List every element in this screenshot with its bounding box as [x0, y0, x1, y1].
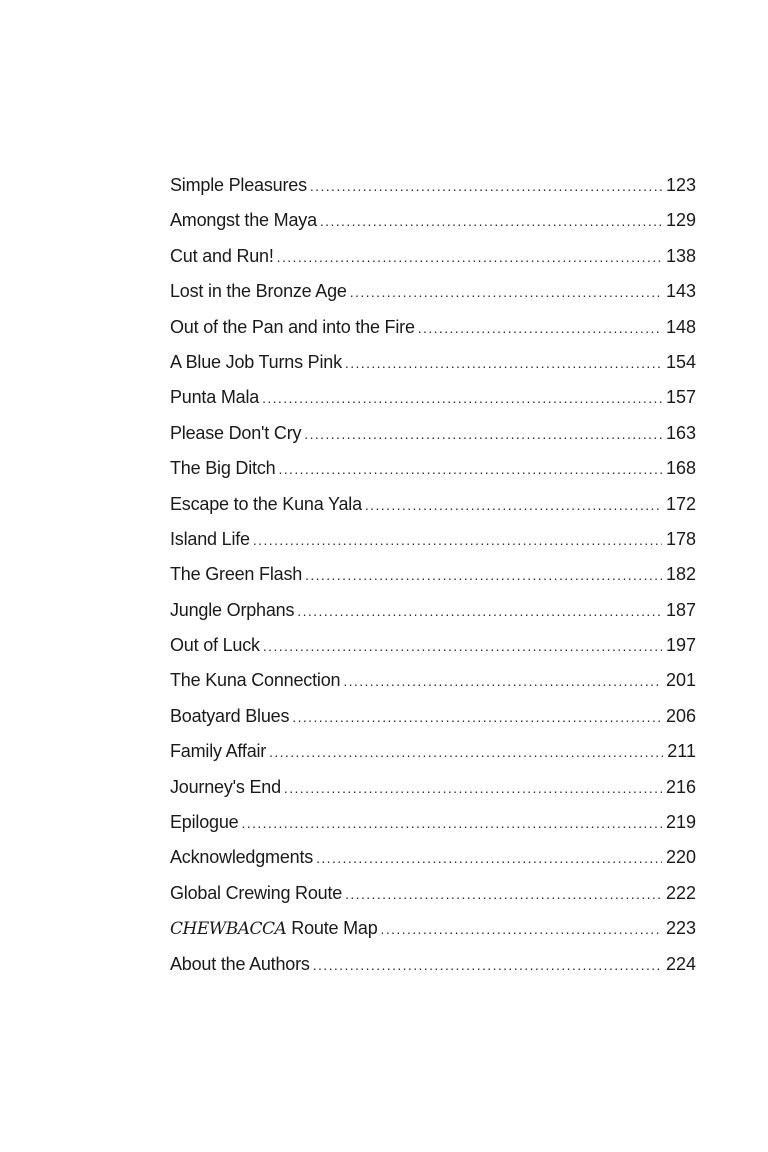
entry-title: Boatyard Blues — [170, 705, 290, 726]
toc-entry — [170, 487, 696, 522]
dot-leader — [345, 877, 662, 911]
entry-title: Epilogue — [170, 812, 239, 833]
page-number: 172 — [665, 493, 696, 514]
dot-leader — [262, 381, 662, 415]
toc-entry — [170, 840, 696, 875]
page-number: 187 — [665, 599, 696, 620]
toc-entry — [170, 345, 696, 380]
page-number: 178 — [665, 528, 696, 549]
page-number: 224 — [665, 953, 696, 974]
dot-leader — [365, 488, 662, 522]
dot-leader — [350, 275, 662, 309]
dot-leader — [297, 594, 662, 628]
page-number: 222 — [665, 882, 696, 903]
entry-title: Simple Pleasures — [170, 175, 307, 195]
page-number: 211 — [667, 741, 696, 762]
toc-entry — [170, 628, 696, 663]
entry-title: About the Authors — [170, 953, 310, 974]
toc-entry — [170, 876, 696, 911]
page-number: 201 — [665, 670, 696, 691]
entry-title: Please Don't Cry — [170, 422, 302, 443]
page-number: 168 — [665, 458, 696, 479]
entry-title: The Kuna Connection — [170, 670, 341, 691]
dot-leader — [284, 771, 662, 805]
toc-entry — [170, 416, 696, 451]
toc-entry — [170, 380, 696, 415]
page-number: 163 — [665, 422, 696, 443]
entry-title: Amongst the Maya — [170, 210, 317, 231]
entry-title: Cut and Run! — [170, 245, 274, 266]
page-number: 154 — [665, 351, 696, 372]
entry-title: A Blue Job Turns Pink — [170, 351, 342, 372]
toc-entry — [170, 310, 696, 345]
toc-entry — [170, 663, 696, 698]
entry-title: The Big Ditch — [170, 458, 276, 479]
dot-leader — [345, 346, 662, 380]
dot-leader — [305, 558, 662, 592]
dot-leader — [320, 204, 662, 238]
entry-title: Journey's End — [170, 776, 281, 797]
page-number: 143 — [665, 281, 696, 302]
dot-leader — [277, 240, 662, 274]
toc-entry — [170, 770, 696, 805]
toc-entry — [170, 203, 696, 238]
page-number: 223 — [665, 918, 696, 939]
table-of-contents — [170, 168, 696, 982]
entry-title: Jungle Orphans — [170, 599, 295, 620]
entry-title: Acknowledgments — [170, 847, 314, 868]
toc-entry — [170, 947, 696, 982]
entry-title: Lost in the Bronze Age — [170, 281, 347, 302]
page-number: 206 — [665, 705, 696, 726]
dot-leader — [292, 700, 662, 734]
toc-entry — [170, 274, 696, 309]
toc-entry — [170, 593, 696, 628]
page-number: 197 — [665, 635, 696, 656]
dot-leader — [278, 452, 662, 486]
page-number: 216 — [665, 776, 696, 797]
page-number: 219 — [665, 812, 696, 833]
page-number: 148 — [665, 316, 696, 337]
dot-leader — [418, 311, 662, 345]
entry-title: Route Map — [291, 918, 378, 939]
dot-leader — [310, 169, 662, 203]
page-number: 129 — [665, 210, 696, 231]
dot-leader — [381, 912, 662, 946]
toc-entry — [170, 522, 696, 557]
page-number: 123 — [665, 175, 696, 195]
toc-entry — [170, 239, 696, 274]
dot-leader — [253, 523, 662, 557]
page-number: 182 — [665, 564, 696, 585]
dot-leader — [269, 735, 663, 769]
page-number: 220 — [665, 847, 696, 868]
entry-title: Escape to the Kuna Yala — [170, 493, 362, 514]
toc-entry — [170, 699, 696, 734]
entry-title: Punta Mala — [170, 387, 260, 408]
dot-leader — [241, 806, 661, 840]
entry-title: Island Life — [170, 528, 250, 549]
boat-name: CHEWBACCA — [170, 919, 287, 940]
dot-leader — [316, 841, 662, 875]
dot-leader — [304, 417, 662, 451]
toc-entry — [170, 734, 696, 769]
toc-entry — [170, 168, 696, 203]
entry-title: Family Affair — [170, 741, 267, 762]
toc-entry — [170, 557, 696, 592]
toc-entry — [170, 805, 696, 840]
dot-leader — [313, 948, 662, 982]
toc-entry — [170, 451, 696, 486]
dot-leader — [343, 664, 662, 698]
entry-title: Out of the Pan and into the Fire — [170, 316, 415, 337]
entry-title: Global Crewing Route — [170, 882, 343, 903]
page-number: 157 — [665, 387, 696, 408]
dot-leader — [263, 629, 662, 663]
toc-entry — [170, 911, 696, 946]
page-number: 138 — [665, 245, 696, 266]
entry-title: The Green Flash — [170, 564, 303, 585]
entry-title: Out of Luck — [170, 635, 260, 656]
